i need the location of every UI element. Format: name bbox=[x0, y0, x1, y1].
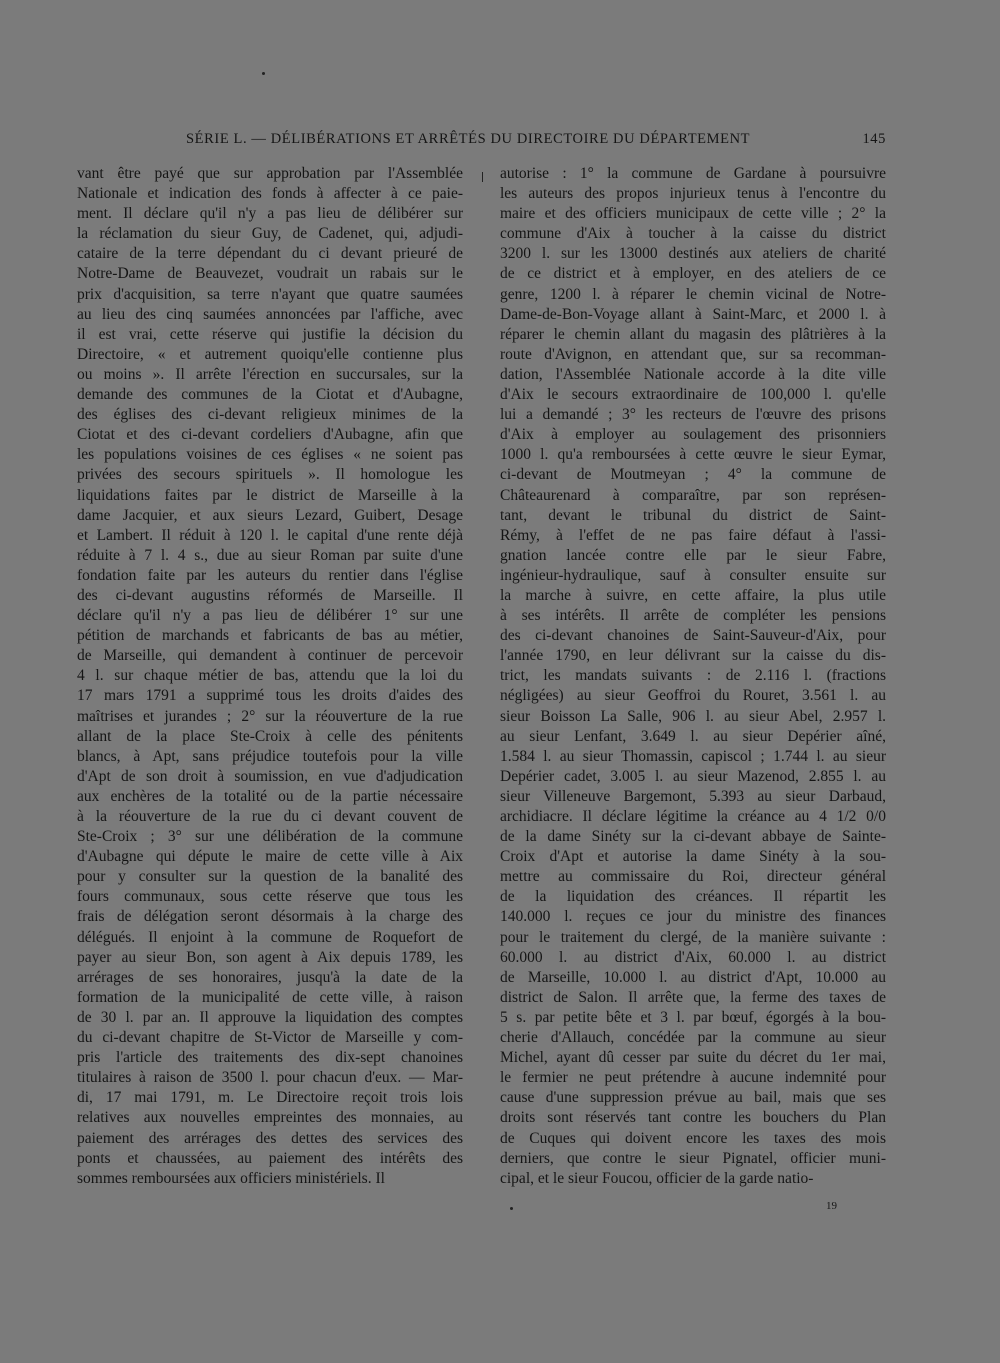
text-line: droits sont réservés tant contre les bouchers du Plan bbox=[500, 1109, 886, 1127]
text-line: lui a demandé ; 3° les recteurs de l'œuvre des prisons bbox=[500, 406, 886, 424]
speck-mark bbox=[262, 72, 265, 75]
text-line: paiement des arrérages des dettes des services des bbox=[77, 1129, 463, 1147]
text-line: la marche à suivre, en cette affaire, la plus utile bbox=[500, 586, 886, 604]
text-line: derniers, que contre le sieur Pignatel, officier muni- bbox=[500, 1149, 886, 1167]
text-line: di, 17 mai 1791, m. Le Directoire reçoit trois lois bbox=[77, 1089, 463, 1107]
header-title: SÉRIE L. — DÉLIBÉRATIONS ET ARRÊTÉS DU DIRECTOIRE DU DÉPARTEMENT bbox=[186, 131, 751, 147]
text-line: blancs, à Apt, sans préjudice toutefois pour la ville bbox=[77, 747, 463, 765]
page-number: 145 bbox=[862, 131, 886, 147]
text-line: Ciotat et des ci-devant cordeliers d'Aubagne, afin que bbox=[77, 426, 463, 444]
text-line: des ci-devant augustins réformés de Marseille. Il bbox=[77, 586, 463, 604]
text-line: mettre au commissaire du Roi, directeur général bbox=[500, 868, 886, 886]
text-line: arrérages de ses honoraires, jusqu'à la date de la bbox=[77, 968, 463, 986]
text-line: sieur Boisson La Salle, 906 l. au sieur Abel, 2.957 l. bbox=[500, 707, 886, 725]
text-line: ingénieur-hydraulique, sauf à consulter ensuite sur bbox=[500, 566, 886, 584]
text-line: réparer le chemin allant du magasin des plâtrières à la bbox=[500, 325, 886, 343]
text-line: maîtrises et jurandes ; 2° sur la réouverture de la rue bbox=[77, 707, 463, 725]
text-line: 4 l. sur chaque métier de bas, attendu que la loi du bbox=[77, 667, 463, 685]
text-line: pétition de marchands et fabricants de bas au métier, bbox=[77, 627, 463, 645]
text-line: à ses intérêts. Il arrête de compléter les pensions bbox=[500, 607, 886, 625]
text-line: prix d'acquisition, sa terre n'ayant que quatre saumées bbox=[77, 285, 463, 303]
text-line: au sieur Lenfant, 3.649 l. au sieur Depérier aîné, bbox=[500, 727, 886, 745]
text-line: genre, 1200 l. à réparer le chemin vicinal de Notre- bbox=[500, 285, 886, 303]
text-line: 17 mars 1791 a supprimé tous les droits d'aides des bbox=[77, 687, 463, 705]
text-line: d'Aix le secours extraordinaire de 100,000 l. qu'elle bbox=[500, 386, 886, 404]
text-line: au lieu des cinq saumées annoncées par l'affiche, avec bbox=[77, 305, 463, 323]
text-line: ou moins ». Il arrête l'érection en succursales, sur la bbox=[77, 365, 463, 383]
text-line: Nationale et indication des fonds à affecter à ce paie- bbox=[77, 185, 463, 203]
text-line: 140.000 l. reçues ce jour du ministre des finances bbox=[500, 908, 886, 926]
text-line: ment. Il déclare qu'il n'y a pas lieu de délibérer sur bbox=[77, 205, 463, 223]
text-line: frais de délégation seront désormais à la charge des bbox=[77, 908, 463, 926]
text-line: des ci-devant chanoines de Saint-Sauveur-d'Aix, pour bbox=[500, 627, 886, 645]
text-line: fondation faite par les auteurs du rentier dans l'église bbox=[77, 566, 463, 584]
text-line: 1.584 l. au sieur Thomassin, capiscol ; 1.744 l. au sieur bbox=[500, 747, 886, 765]
text-line: d'Aubagne qui députe le maire de cette ville à Aix bbox=[77, 848, 463, 866]
speck-mark bbox=[510, 1207, 513, 1210]
text-line: d'Apt de son droit à soumission, en vue d'adjudication bbox=[77, 767, 463, 785]
text-line: Directoire, « et autrement quoiqu'elle contienne plus bbox=[77, 345, 463, 363]
text-line: Michel, ayant dû cesser par suite du décret du 1er mai, bbox=[500, 1049, 886, 1067]
text-line: pour le traitement du clergé, de la manière suivante : bbox=[500, 928, 886, 946]
text-line: la réclamation du sieur Guy, de Cadenet, qui, adjudi- bbox=[77, 225, 463, 243]
text-line: privées des secours spirituels ». Il homologue les bbox=[77, 466, 463, 484]
text-line: Croix d'Apt et autorise la dame Sinéty à la sou- bbox=[500, 848, 886, 866]
text-line: il est vrai, cette réserve qui justifie la décision du bbox=[77, 325, 463, 343]
text-line: district de Salon. Il arrête que, la ferme des taxes de bbox=[500, 988, 886, 1006]
text-line: sommes remboursées aux officiers ministériels. Il bbox=[77, 1169, 385, 1187]
text-line: de la liquidation des créances. Il répartit les bbox=[500, 888, 886, 906]
text-line: liquidations faites par le district de Marseille à la bbox=[77, 486, 463, 504]
text-line: 1000 l. qu'a remboursées à cette œuvre le sieur Eymar, bbox=[500, 446, 886, 464]
text-line: de 30 l. par an. Il approuve la liquidation des comptes bbox=[77, 1008, 463, 1026]
text-line: le fermier ne peut prétendre à aucune indemnité pour bbox=[500, 1069, 886, 1087]
text-line: délégués. Il enjoint à la commune de Roquefort de bbox=[77, 928, 463, 946]
text-line: formation de la municipalité de cette ville, à raison bbox=[77, 988, 463, 1006]
text-line: commune d'Aix à toucher à la caisse du district bbox=[500, 225, 886, 243]
text-line: Depérier cadet, 3.005 l. au sieur Mazenod, 2.855 l. au bbox=[500, 767, 886, 785]
text-line: dame Jacquier, et aux sieurs Lezard, Guibert, Desage bbox=[77, 506, 463, 524]
text-line: cipal, et le sieur Foucou, officier de la garde natio- bbox=[500, 1169, 814, 1187]
text-line: 60.000 l. au district d'Aix, 60.000 l. au district bbox=[500, 948, 886, 966]
text-line: 3200 l. sur les 13000 destinés aux ateliers de charité bbox=[500, 245, 886, 263]
text-line: et Lambert. Il réduit à 120 l. le capital d'une rente déjà bbox=[77, 526, 463, 544]
text-line: de Marseille, 10.000 l. au district d'Apt, 10.000 au bbox=[500, 968, 886, 986]
text-line: Rémy, à l'effet de ne pas faire défaut à l'assi- bbox=[500, 526, 886, 544]
text-line: Ste-Croix ; 3° sur une délibération de la commune bbox=[77, 828, 463, 846]
text-line: route d'Avignon, en attendant que, sur sa recomman- bbox=[500, 345, 886, 363]
text-line: déclare qu'il n'y a pas lieu de délibérer 1° sur une bbox=[77, 607, 463, 625]
text-line: relatives aux nouvelles empreintes des monnaies, au bbox=[77, 1109, 463, 1127]
column-divider bbox=[482, 172, 483, 182]
text-line: cherie d'Allauch, concédée par la commune au sieur bbox=[500, 1029, 886, 1047]
text-line: les populations voisines de ces églises « ne soient pas bbox=[77, 446, 463, 464]
text-line: aux enchères de la totalité ou de la partie nécessaire bbox=[77, 787, 463, 805]
text-line: dation, l'Assemblée Nationale accorde à la dite ville bbox=[500, 365, 886, 383]
text-line: des églises des ci-devant religieux minimes de la bbox=[77, 406, 463, 424]
folio-signature: 19 bbox=[826, 1200, 837, 1212]
text-line: ci-devant de Moutmeyan ; 4° la commune de bbox=[500, 466, 886, 484]
text-line: ponts et chaussées, au paiement des intérêts des bbox=[77, 1149, 463, 1167]
text-line: cause d'une suppression prévue au bail, mais que ses bbox=[500, 1089, 886, 1107]
text-line: autorise : 1° la commune de Gardane à poursuivre bbox=[500, 165, 886, 182]
text-line: cataire de la terre dépendant du ci devant prieuré de bbox=[77, 245, 463, 263]
text-line: sieur Villeneuve Bargemont, 5.393 au sieur Darbaud, bbox=[500, 787, 886, 805]
text-line: tant, devant le tribunal du district de Saint- bbox=[500, 506, 886, 524]
left-column bbox=[77, 164, 463, 1189]
text-line: trict, les mandats suivants : de 2.116 l. (fractions bbox=[500, 667, 886, 685]
text-line: négligées) au sieur Geoffroi du Rouret, 3.561 l. au bbox=[500, 687, 886, 705]
text-line: réduite à 7 l. 4 s., due au sieur Roman par suite d'une bbox=[77, 546, 463, 564]
text-line: pris l'article des traitements des dix-sept chanoines bbox=[77, 1049, 463, 1067]
text-line: titulaires à raison de 3500 l. pour chacun d'eux. — Mar- bbox=[77, 1069, 463, 1087]
text-line: d'Aix à employer au soulagement des prisonniers bbox=[500, 426, 886, 444]
text-line: allant de la place Ste-Croix à celle des pénitents bbox=[77, 727, 463, 745]
text-line: payer au sieur Bon, son agent à Aix depuis 1789, les bbox=[77, 948, 463, 966]
text-line: de Marseille, qui demandent à continuer de percevoir bbox=[77, 647, 463, 665]
text-line: vant être payé que sur approbation par l'Assemblée bbox=[77, 165, 463, 182]
text-line: l'année 1790, en leur délivrant sur la caisse du dis- bbox=[500, 647, 886, 665]
text-line: Notre-Dame de Beauvezet, voudrait un rabais sur le bbox=[77, 265, 463, 283]
text-line: du ci-devant chapitre de St-Victor de Marseille y com- bbox=[77, 1029, 463, 1047]
text-line: Dame-de-Bon-Voyage allant à Saint-Marc, et 2000 l. à bbox=[500, 305, 886, 323]
text-line: fours communaux, sous cette réserve que tous les bbox=[77, 888, 463, 906]
text-line: de ce district et à employer, en des ateliers de ce bbox=[500, 265, 886, 283]
right-column bbox=[500, 164, 886, 1189]
text-line: de Cuques qui doivent encore les taxes des mois bbox=[500, 1129, 886, 1147]
text-line: à la réouverture de la rue du ci devant couvent de bbox=[77, 808, 463, 825]
text-line: archidiacre. Il déclare légitime la créance au 4 1/2 0/0 bbox=[500, 808, 886, 825]
text-line: de la dame Sinéty sur la ci-devant abbaye de Sainte- bbox=[500, 828, 886, 846]
text-line: demande des communes de la Ciotat et d'Aubagne, bbox=[77, 386, 463, 404]
text-line: maire et des officiers municipaux de cette ville ; 2° la bbox=[500, 205, 886, 223]
text-line: gnation lancée contre elle par le sieur Fabre, bbox=[500, 546, 886, 564]
text-line: 5 s. par petite bête et 3 l. par bœuf, égorgés à la bou- bbox=[500, 1008, 886, 1026]
text-line: pour y consulter sur la question de la banalité des bbox=[77, 868, 463, 886]
text-line: les auteurs des propos injurieux tenus à l'encontre du bbox=[500, 185, 886, 203]
text-line: Châteaurenard à comparaître, par son représen- bbox=[500, 486, 886, 504]
